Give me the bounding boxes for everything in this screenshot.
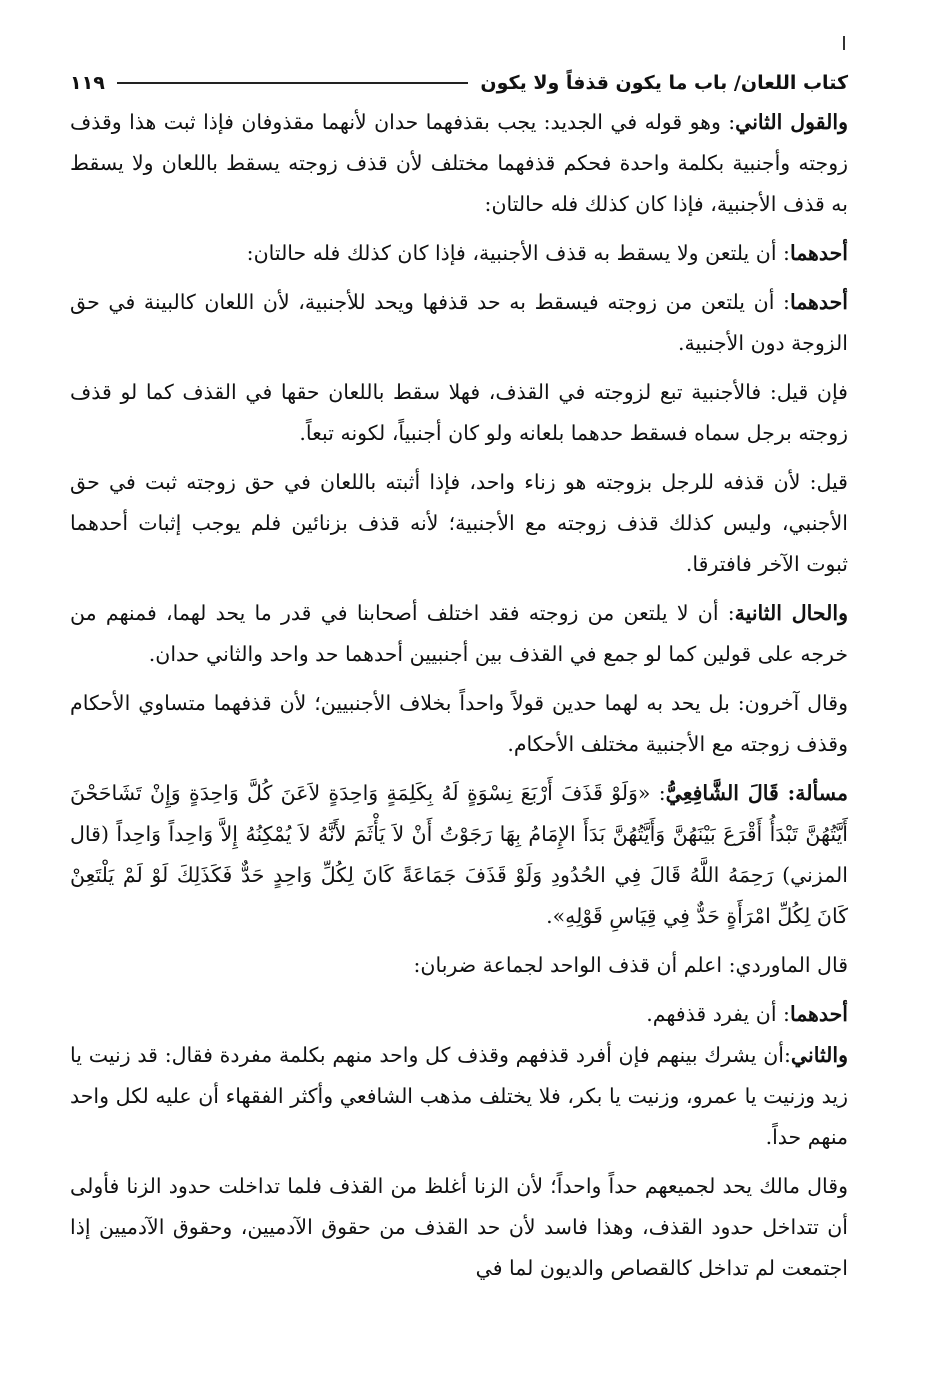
- paragraph: [70, 994, 848, 1035]
- paragraph-label: والقول الثاني: [735, 110, 848, 134]
- paragraph-text: قيل: لأن قذفه للرجل بزوجته هو زناء واحد، فإذا أثبته باللعان في حق زوجته ثبت في حق الأجنبي، وليس كذلك قذف زوجته مع الأجنبية؛ لأنه قذف بزنائين فلم يوجب إثبات أحدهما ثبوت الآخر فافترقا.: [70, 470, 848, 576]
- paragraph-text: : أن يلتعن من زوجته فيسقط به حد قذفها ويحد للأجنبية، لأن اللعان كالبينة في حق الزوجة دون الأجنبية.: [70, 290, 848, 355]
- paragraph-text: وقال آخرون: بل يحد به لهما حدين قولاً واحداً بخلاف الأجنبيين؛ لأن قذفهما متساوي الأحكام وقذف زوجته مع الأجنبية مختلف الأحكام.: [70, 691, 848, 756]
- page-number: ١١٩: [70, 72, 105, 94]
- paragraph-label: والثاني: [790, 1043, 848, 1067]
- header-rule: [117, 82, 469, 84]
- paragraph: [70, 1035, 848, 1158]
- paragraph-label: أحدهما: [789, 241, 848, 265]
- paragraph: [70, 593, 848, 675]
- paragraph-label: أحدهما: [789, 290, 848, 314]
- paragraph-text: فإن قيل: فالأجنبية تبع لزوجته في القذف، فهلا سقط باللعان حقها في القذف كما لو قذف زوجته برجل سماه فسقط حدهما بلعانه ولو كان أجنبياً، لكونه تبعاً.: [70, 380, 848, 445]
- margin-mark: [843, 36, 845, 50]
- paragraph-text: : «وَلَوْ قَذَفَ أَرْبَعَ نِسْوَةٍ لَهُ بِكَلِمَةٍ وَاحِدَةٍ لاَعَنَ كُلَّ وَاحِدَةٍ وَإِنْ تَشَاحَحْنَ أَيَّتُهُنَّ تَبْدَأُ أَقْرَعَ بَيْنَهُنَّ وَأَيَّتُهُنَّ بَدَأَ الإِمَامُ بِهَا رَجَوْتُ أَنْ لاَ يَأْثَمَ لأَنَّهُ لاَ يُمْكِنُهُ إِلاَّ وَاحِداً وَاحِداً (قال المزني) رَحِمَهُ اللَّهُ قَالَ فِي الحُدُودِ وَلَوْ قَذَفَ جَمَاعَةً كَانَ لِكُلِّ وَاحِدٍ حَدٌّ فَكَذَلِكَ لَوْ لَمْ يَلْتَعِنْ كَانَ لِكُلِّ امْرَأَةٍ حَدٌّ فِي قِيَاسِ قَوْلِهِ».: [70, 781, 848, 928]
- paragraph-label: أحدهما: [789, 1002, 848, 1026]
- paragraph-text: : وهو قوله في الجديد: يجب بقذفهما حدان لأنهما مقذوفان فإذا ثبت هذا وقذف زوجته وأجنبية بكلمة واحدة فحكم قذفهما مختلف لأن قذف زوجته يسقط باللعان ولا يسقط به قذف الأجنبية، فإذا كان كذلك فله حالتان:: [70, 110, 848, 216]
- paragraph: [70, 233, 848, 274]
- paragraph: [70, 372, 848, 454]
- running-header: [70, 64, 848, 102]
- paragraph: [70, 773, 848, 937]
- paragraph-text: وقال مالك يحد لجميعهم حداً واحداً؛ لأن الزنا أغلظ من القذف فلما تداخلت حدود الزنا فأولى أن تتداخل حدود القذف، وهذا فاسد لأن حد القذف من حقوق الآدميين، وحقوق الآدميين إذا اجتمعت لم تداخل كالقصاص والديون لما في: [70, 1174, 848, 1280]
- paragraph: [70, 282, 848, 364]
- paragraph-label: مسألة: قَالَ الشَّافِعِيُّ: [665, 781, 848, 805]
- paragraph: [70, 102, 848, 225]
- paragraph-text: :أن يشرك بينهم فإن أفرد قذفهم وقذف كل واحد منهم بكلمة مفردة فقال: قد زنيت يا زيد وزنيت يا عمرو، وزنيت يا بكر، فلا يختلف مذهب الشافعي وأكثر الفقهاء أن عليه لكل واحد منهم حداً.: [70, 1043, 848, 1149]
- paragraph-text: : أن يلتعن ولا يسقط به قذف الأجنبية، فإذا كان كذلك فله حالتان:: [246, 241, 790, 265]
- paragraph-label: والحال الثانية: [734, 601, 848, 625]
- paragraph-text: : أن لا يلتعن من زوجته فقد اختلف أصحابنا في قدر ما يحد لهما، فمنهم من خرجه على قولين كما لو جمع في القذف بين أجنبيين أحدهما حد واحد والثاني حدان.: [70, 601, 848, 666]
- paragraph: [70, 462, 848, 585]
- body-text: [70, 102, 848, 1289]
- page-content: [70, 64, 848, 1297]
- paragraph: [70, 1166, 848, 1289]
- header-title: كتاب اللعان/ باب ما يكون قذفاً ولا يكون: [480, 72, 848, 94]
- paragraph-text: : أن يفرد قذفهم.: [646, 1002, 790, 1026]
- paragraph-text: قال الماوردي: اعلم أن قذف الواحد لجماعة ضربان:: [413, 953, 848, 977]
- paragraph: [70, 683, 848, 765]
- paragraph: [70, 945, 848, 986]
